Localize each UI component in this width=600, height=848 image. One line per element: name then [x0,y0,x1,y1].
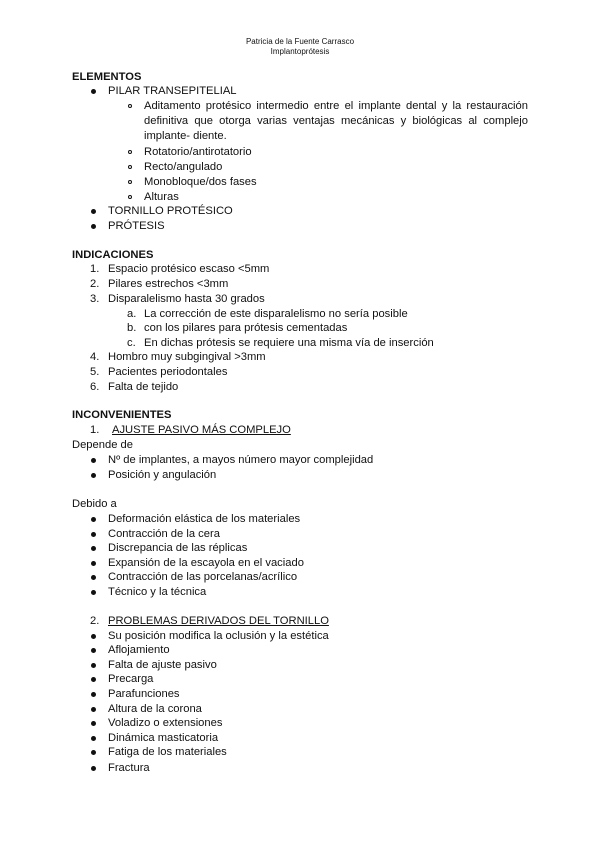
sublist-item: La corrección de este disparalelismo no sería posible [144,308,408,320]
bullet [91,590,96,595]
bullet [91,736,96,741]
label-depende: Depende de [72,439,133,451]
list-number: 1. [90,424,100,436]
list-number: 5. [90,366,100,378]
list-number: 1. [90,263,100,275]
bullet [91,677,96,682]
list-item: Contracción de las porcelanas/acrílico [108,571,298,583]
list-item: Voladizo o extensiones [108,717,223,729]
list-item: Aflojamiento [108,644,170,656]
list-item: Expansión de la escayola en el vaciado [108,557,304,569]
list-item: Parafunciones [108,688,180,700]
list-number: 4. [90,351,100,363]
list-item: Falta de tejido [108,381,179,393]
list-item: PRÓTESIS [108,220,165,232]
list-item: Hombro muy subgingival >3mm [108,351,266,363]
header-subject: Implantoprótesis [270,47,330,56]
list-number: 3. [90,293,100,305]
label-debido: Debido a [72,498,117,510]
sublist-letter: b. [127,322,137,334]
list-item: Pacientes periodontales [108,366,228,378]
list-item: Altura de la corona [108,703,202,715]
list-item: Monobloque/dos fases [144,176,257,188]
bullet [91,575,96,580]
section-title-elementos: ELEMENTOS [72,71,142,83]
definition-line: implante- diente. [144,130,227,142]
list-item: Recto/angulado [144,161,223,173]
bullet [91,721,96,726]
sublist-letter: a. [127,308,137,320]
bullet [91,89,96,94]
list-item: Posición y angulación [108,469,217,481]
sublist-item: con los pilares para prótesis cementadas [144,322,348,334]
list-number: 2. [90,278,100,290]
list-item: PILAR TRANSEPITELIAL [108,85,237,97]
bullet [91,692,96,697]
subheading-ajuste-pasivo: AJUSTE PASIVO MÁS COMPLEJO [112,424,291,436]
list-item: Fractura [108,762,150,774]
list-item: Contracción de la cera [108,528,220,540]
section-title-indicaciones: INDICACIONES [72,249,154,261]
bullet [91,663,96,668]
sublist-item: En dichas prótesis se requiere una misma vía de inserción [144,337,434,349]
bullet [91,750,96,755]
bullet [91,766,96,771]
bullet [91,561,96,566]
list-number: 6. [90,381,100,393]
list-item: Falta de ajuste pasivo [108,659,217,671]
list-item: Rotatorio/antirotatorio [144,146,252,158]
list-item: Precarga [108,673,154,685]
list-item: Nº de implantes, a mayos número mayor complejidad [108,454,374,466]
list-item: Dinámica masticatoria [108,732,219,744]
list-item: Pilares estrechos <3mm [108,278,229,290]
bullet [91,634,96,639]
list-item: TORNILLO PROTÉSICO [108,205,233,217]
section-title-inconvenientes: INCONVENIENTES [72,409,172,421]
bullet [91,473,96,478]
list-item: Alturas [144,191,179,203]
bullet [91,546,96,551]
bullet [91,648,96,653]
definition-line: definitiva que otorga varias ventajas mecánicas y biológicas al complejo [144,115,528,127]
circle-bullet [128,104,132,108]
circle-bullet [128,180,132,184]
list-item: Su posición modifica la oclusión y la estética [108,630,329,642]
subheading-problemas-tornillo: PROBLEMAS DERIVADOS DEL TORNILLO [108,615,329,627]
bullet [91,517,96,522]
list-item: Discrepancia de las réplicas [108,542,248,554]
list-number: 2. [90,615,100,627]
bullet [91,532,96,537]
circle-bullet [128,150,132,154]
bullet [91,458,96,463]
list-item: Técnico y la técnica [108,586,207,598]
sublist-letter: c. [127,337,136,349]
definition-line: Aditamento protésico intermedio entre el implante dental y la restauración [144,100,528,112]
list-item: Disparalelismo hasta 30 grados [108,293,265,305]
bullet [91,209,96,214]
list-item: Deformación elástica de los materiales [108,513,301,525]
list-item: Espacio protésico escaso <5mm [108,263,270,275]
circle-bullet [128,195,132,199]
bullet [91,707,96,712]
list-item: Fatiga de los materiales [108,746,227,758]
header-author: Patricia de la Fuente Carrasco [245,37,355,46]
circle-bullet [128,165,132,169]
bullet [91,224,96,229]
